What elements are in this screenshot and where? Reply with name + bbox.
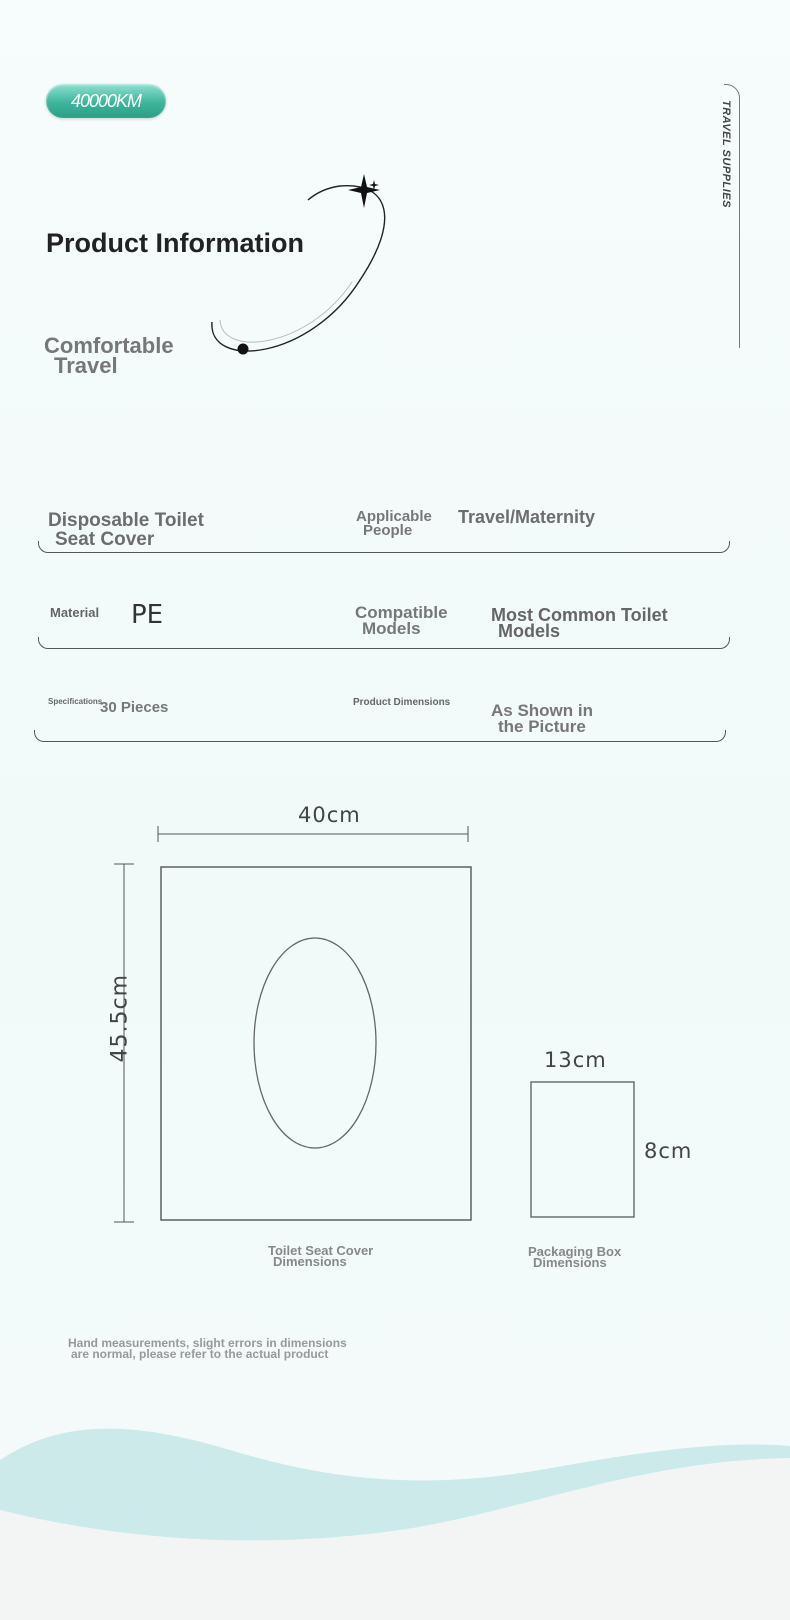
box-width-label: 13cm xyxy=(544,1048,607,1072)
spec-label: Specifications xyxy=(48,697,103,706)
bottom-wave xyxy=(0,1400,790,1620)
page-subtitle xyxy=(44,333,204,378)
orbit-star-icon xyxy=(200,170,400,370)
cover-width-label: 40cm xyxy=(298,803,361,827)
models-value xyxy=(491,607,668,639)
box-caption xyxy=(528,1246,621,1268)
people-label xyxy=(356,510,432,538)
dimensions-label: Product Dimensions xyxy=(353,697,451,708)
models-value-line-2: Models xyxy=(498,621,561,641)
cover-caption-line-1: Toilet Seat Cover xyxy=(268,1243,374,1258)
side-label: TRAVEL SUPPLIES xyxy=(720,100,732,208)
cover-height-label: 45.5cm xyxy=(107,973,133,1063)
spec-value: 30 Pieces xyxy=(100,699,169,716)
models-label-line-2: Models xyxy=(362,619,421,638)
product-name-line-1: Disposable Toilet xyxy=(48,510,204,531)
page-title: Product Information xyxy=(46,228,304,258)
subtitle-line-1: Comfortable xyxy=(44,333,174,358)
box-diagram xyxy=(530,1080,640,1220)
row-divider-1 xyxy=(38,541,730,553)
brand-logo: 40000KM xyxy=(46,84,166,118)
box-caption-line-1: Packaging Box xyxy=(528,1244,622,1259)
models-label xyxy=(355,605,448,637)
measurement-note xyxy=(68,1338,468,1360)
box-height-label: 8cm xyxy=(644,1139,693,1163)
people-value: Travel/Maternity xyxy=(458,507,596,527)
models-value-line-1: Most Common Toilet xyxy=(491,605,668,625)
box-caption-line-2: Dimensions xyxy=(533,1255,607,1270)
row-divider-3 xyxy=(34,730,726,742)
dimensions-value-line-1: As Shown in xyxy=(491,701,593,720)
material-label: Material xyxy=(50,605,100,620)
row-divider-2 xyxy=(38,637,730,649)
people-label-line-2: People xyxy=(363,522,413,539)
note-line-1: Hand measurements, slight errors in dimensions xyxy=(68,1336,347,1350)
product-name-line-2: Seat Cover xyxy=(55,529,155,550)
cover-caption-line-2: Dimensions xyxy=(273,1254,347,1269)
cover-caption xyxy=(268,1245,373,1267)
cover-diagram xyxy=(107,820,490,1230)
material-value: PE xyxy=(131,600,164,630)
models-label-line-1: Compatible xyxy=(355,603,448,622)
people-label-line-1: Applicable xyxy=(356,508,432,525)
note-line-2: are normal, please refer to the actual product xyxy=(71,1347,329,1361)
dimensions-value-line-2: the Picture xyxy=(498,717,586,736)
subtitle-line-2: Travel xyxy=(54,353,118,378)
